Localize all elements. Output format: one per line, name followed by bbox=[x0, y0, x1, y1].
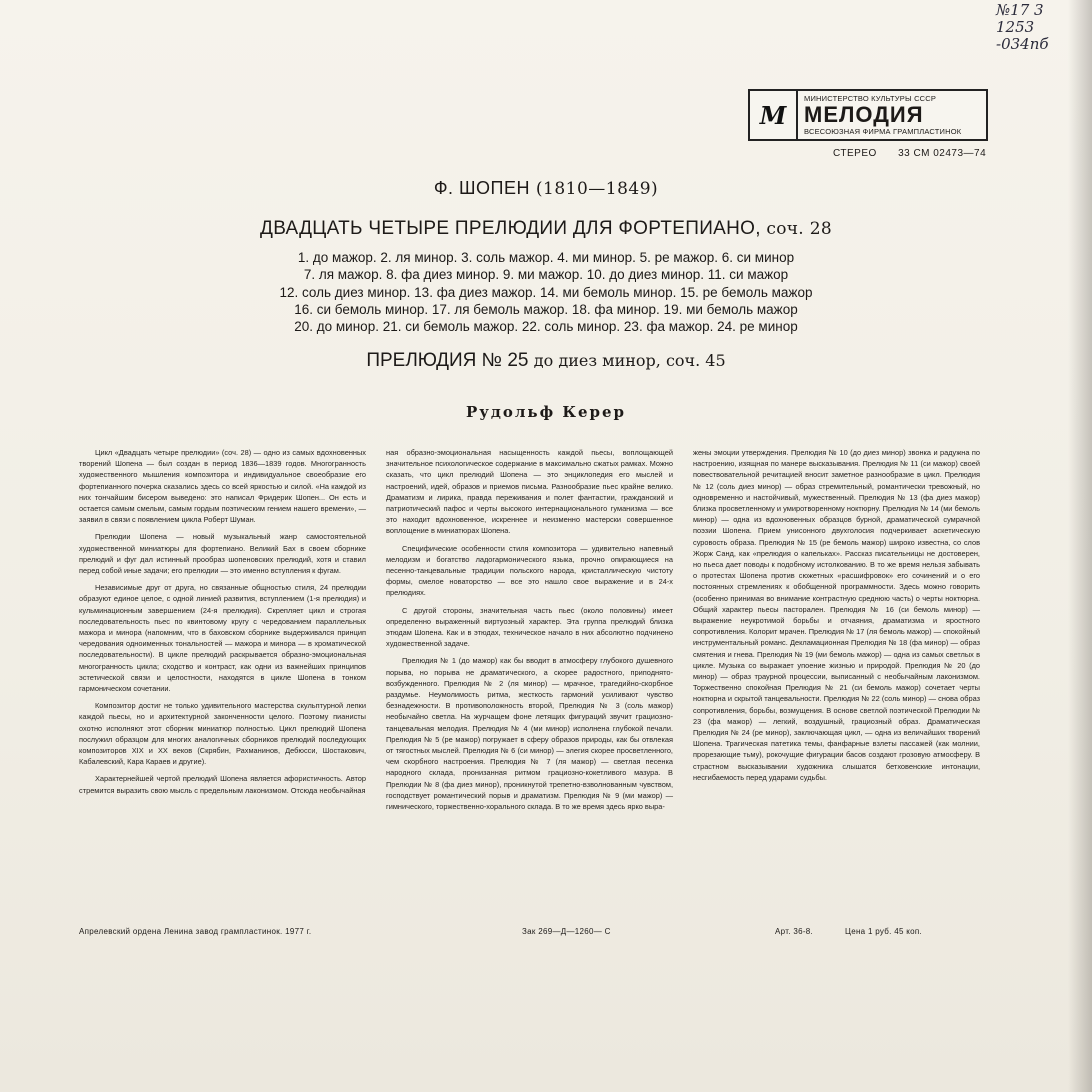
handnote-line: №17 3 bbox=[996, 1, 1044, 19]
liner-paragraph: С другой стороны, значительная часть пьес (около половины) имеет определенно выраженный виртуозный характер. Эта группа прелюдий близка этюдам Шопена. Как и в этюдах, техническое начало в них абсолютно подчинено художественной задаче. bbox=[386, 605, 673, 649]
prelude-25-detail: до диез минор, соч. 45 bbox=[533, 351, 726, 370]
melodiya-logo bbox=[748, 89, 988, 141]
stereo-label: СТЕРЕО bbox=[833, 148, 877, 159]
liner-notes-column-2 bbox=[386, 447, 673, 818]
catalog-number: 33 СМ 02473—74 bbox=[898, 148, 987, 159]
composer-name: Ф. ШОПЕН bbox=[433, 178, 530, 198]
footer-factory: Апрелевский ордена Ленина завод грампластинок. 1977 г. bbox=[79, 927, 312, 936]
prelude-list-line: 1. до мажор. 2. ля минор. 3. соль мажор. 4. ми минор. 5. ре мажор. 6. си минор bbox=[297, 250, 795, 265]
composer-heading bbox=[0, 178, 1092, 199]
prelude-list-line: 16. си бемоль минор. 17. ля бемоль мажор. 18. фа минор. 19. ми бемоль мажор bbox=[294, 301, 798, 317]
liner-notes-column-1 bbox=[79, 447, 366, 802]
logo-company: ВСЕСОЮЗНАЯ ФИРМА ГРАМПЛАСТИНОК bbox=[804, 127, 962, 136]
logo-text-block bbox=[798, 91, 986, 139]
liner-paragraph: ная образно-эмоциональная насыщенность каждой пьесы, воплощающей значительное психологическое содержание в максимально сжатых рамках. Можно сказать, что цикл прелюдий Шопена — это энциклопедия его мыслей и настроений, идей, образов и приемов письма. Разнообразие пьес крайне велико. Драматизм и лирика, правда переживания и полет фантастии, гражданский и патриотический пафос и черты высокого интернационального гуманизма — все это находит вдохновенное, искреннее и неизменно мастерски совершенное воплощение в миниатюрах Шопена. bbox=[386, 448, 673, 536]
logo-brand: МЕЛОДИЯ bbox=[804, 102, 924, 127]
liner-paragraph: Независимые друг от друга, но связанные общностью стиля, 24 прелюдии образуют единое целое, с одной линией развития, вступлением (1-я прелюдия) и кульминационным завершением (24-я прелюдия). Скрепляет цикл и строгая последовательность пьес по квинтовому кругу с чередованием параллельных мажора и минора (напомним, что в баховском сборнике выдерживался принцип чередования одноименных тональностей — мажора и минора — в хроматической последовательности). В цикле прелюдий раскрывается образно-эмоциональная многогранность цикла; сходство и контраст, как одни из важнейших принципов эстетической связи и целостности, находятся в цикле Шопена в тонком гармоническом сочетании. bbox=[79, 583, 366, 694]
liner-notes-column-3 bbox=[693, 447, 980, 789]
catalog-line bbox=[833, 148, 1004, 159]
footer-order: Зак 269—Д—1260— С bbox=[522, 927, 611, 936]
handnote-line: -034пб bbox=[996, 35, 1049, 53]
liner-paragraph: Прелюдия № 1 (до мажор) как бы вводит в атмосферу глубокого душевного порыва, но порыва не драматического, а скорее радостного, приподнято-возбужденного. Прелюдия № 2 (ля минор) — мрачное, трагедийно-скорбное раздумье. Неумолимость ритма, жесткость гармоний усиливают чувство безнадежности. В противоположность второй, Прелюдия № 3 (соль мажор) необычайно светла. На журчащем фоне летящих фигураций звучит грациозно-танцевальная мелодия. Прелюдия № 4 (ми минор) исполнена глубокой печали. Прелюдия № 5 (ре мажор) погружает в сферу образов природы, как бы отвлекая от тягостных мыслей. Прелюдия № 6 (си минор) — элегия скорее просветленного, чем скорбного настроения. Прелюдия № 7 (ля мажор) — светлая песенка народного склада, пронизанная ритмом грациозно-кокетливого мазура. В Прелюдии № 8 (фа диез минор), проникнутой трепетно-взволнованным чувством, господствует романтический порыв и драматизм. Прелюдия № 9 (ми мажор) — гимнического, торжественно-хорального склада. В то же время здесь ярко выра- bbox=[386, 656, 673, 812]
work-title-text: ДВАДЦАТЬ ЧЕТЫРЕ ПРЕЛЮДИИ ДЛЯ ФОРТЕПИАНО, bbox=[260, 218, 761, 239]
composer-years: (1810—1849) bbox=[535, 179, 659, 199]
prelude-list bbox=[0, 249, 1092, 335]
melodiya-emblem-icon: М bbox=[750, 91, 798, 139]
prelude-list-line: 12. соль диез минор. 13. фа диез мажор. 14. ми бемоль минор. 15. ре бемоль мажор bbox=[279, 284, 813, 300]
footer-price: Цена 1 руб. 45 коп. bbox=[845, 927, 923, 936]
liner-paragraph: Композитор достиг не только удивительного мастерства скульптурной лепки каждой пьесы, но и архитектурной законченности целого. Поэтому пианисты охотно исполняют этот сборник миниатюр полностью. Цикл прелюдий Шопена послужил образцом для многих аналогичных сборников прелюдий последующих композиторов XIX и XX веков (Скрябин, Рахманинов, Дебюсси, Шостакович, Кабалевский, Кара Караев и другие). bbox=[79, 701, 366, 767]
work-opus: соч. 28 bbox=[766, 219, 832, 239]
prelude-list-line: 7. ля мажор. 8. фа диез минор. 9. ми мажор. 10. до диез минор. 11. си мажор bbox=[303, 267, 789, 283]
prelude-list-line: 20. до минор. 21. си бемоль мажор. 22. соль минор. 23. фа мажор. 24. ре минор bbox=[294, 319, 798, 335]
liner-paragraph: Прелюдии Шопена — новый музыкальный жанр самостоятельной художественной миниатюры для фортепиано. Великий Бах в своем сборнике прелюдий и фуг дал истинный прообраз шопеновских прелюдий, хотя и ставил перед собой иные задачи; его прелюдии — это именно вступления к фугам. bbox=[79, 532, 366, 576]
performer-name: Рудольф Керер bbox=[465, 403, 627, 421]
liner-paragraph: Характернейшей чертой прелюдий Шопена является афористичность. Автор стремится выразить свою мысль с предельным лаконизмом. Отсюда необычайная bbox=[79, 774, 366, 795]
prelude-25-heading bbox=[0, 350, 1092, 372]
edge-shadow bbox=[1068, 0, 1092, 1092]
liner-paragraph: Цикл «Двадцать четыре прелюдии» (соч. 28) — одно из самых вдохновенных творений Шопена — был создан в период 1836—1839 годов. Многогранность художественного мышления композитора и индивидуальное своеобразие его фортепианного почерка сказались здесь со всей яркостью и силой. «На каждой из них тончайшим бисером выведено: это написал Фридерик Шопен... Он есть и остается самым смелым, самым гордым поэтическим гением нашего времени», — заявил в связи с появлением цикла Роберт Шуман. bbox=[79, 448, 366, 525]
footer-article: Арт. 36-8. bbox=[775, 927, 814, 936]
liner-paragraph: жены эмоции утверждения. Прелюдия № 10 (до диез минор) звонка и радужна по настроению, изящная по манере высказывания. Прелюдия № 11 (си мажор) своей повествовательной речитацией вносит заметное разнообразие в цикл. Прелюдия № 12 (соль диез минор) — образ стремительный, романтически тревожный, но одновременно и настойчивый, мужественный. Прелюдия № 13 (фа диез мажор) близка просветленному и умиротворенному ноктюрну. Прелюдия № 14 (ми бемоль минор) — одна из вдохновенных образцов бурной, драматической сумрачной поэзии Шопена. Прием унисонного двухголосия подчеркивает аскетическую суровость образа. Прелюдия № 15 (ре бемоль мажор) широко известна, со слов Жорж Санд, как «прелюдия о капельках». Рассказ писательницы не достоверен, но пьеса дает поводы к подобному истолкованию. В то же время нельзя забывать о протестах Шопена против сюжетных «расшифровок» его сочинений и о его постоянных стремлениях к обобщенной программности. Здесь можно говорить (особенно принимая во внимание контрастную среднюю часть) о черты ноктюрна. Общий характер пьесы пасторален. Прелюдия № 16 (си бемоль минор) — выражение неукротимой борьбы и отчаяния, драматизма и яростного сопротивления. Колорит мрачен. Прелюдия № 17 (ля бемоль мажор) — спокойный инструментальный романс. Декламационная Прелюдия № 18 (фа минор) — образ смятения и гнева. Прелюдия № 19 (ми бемоль мажор) — одна из самых светлых в цикле. Музыка со выражает упоение жизнью и природой. Прелюдия № 20 (до минор) — образ траурной процессии, выписанный с необычайным лаконизмом. Торжественно спокойная Прелюдия № 21 (си бемоль мажор) сочетает черты ноктюрна и скрытой танцевальности. Прелюдия № 22 (соль минор) — снова образ сопротивления, борьбы, возмущения. В основе светлой поэтической Прелюдии № 23 (фа мажор) — легкий, воздушный, грациозный образ. Драматическая Прелюдия № 24 (ре минор), заключающая цикл, — одна из величайших творений Шопена. Трагическая патетика темы, фанфарные взлеты пассажей (как молнии, прорезающие тьму), рокочущие фигурации басов создают грозовую атмосферу. В страстном высказывании художника слышатся бетховенские интонации, несгибаемость перед ударами судьбы. bbox=[693, 448, 980, 782]
work-title bbox=[0, 218, 1092, 240]
logo-ministry: МИНИСТЕРСТВО КУЛЬТУРЫ СССР bbox=[804, 94, 937, 103]
handwritten-note bbox=[996, 2, 1082, 53]
liner-paragraph: Специфические особенности стиля композитора — удивительно напевный мелодизм и богатство ладогармонического языка, прочно опирающиеся на песенно-танцевальные традиции польского народа, кристаллическую чистоту формы, смелое новаторство — все это нашло свое выражение и в 24-х прелюдиях. bbox=[386, 543, 673, 598]
prelude-25-title: ПРЕЛЮДИЯ № 25 bbox=[366, 350, 529, 371]
handnote-line: 1253 bbox=[996, 18, 1035, 36]
